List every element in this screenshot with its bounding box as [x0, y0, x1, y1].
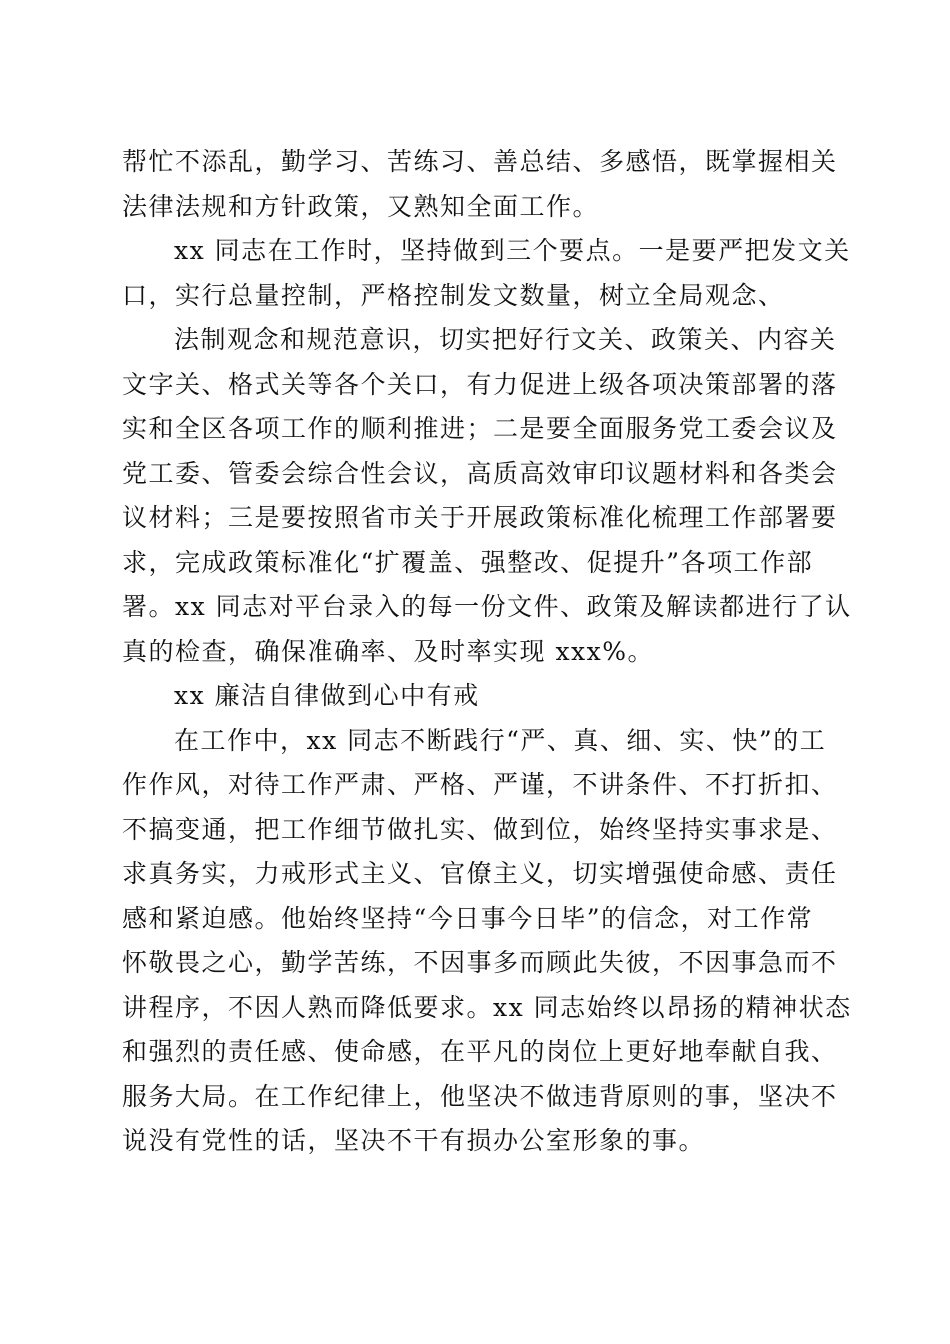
text-line: 真的检查，确保准确率、及时率实现 xxx%。: [122, 636, 655, 666]
text-line: 不搞变通，把工作细节做扎实、做到位，始终坚持实事求是、: [122, 814, 838, 844]
paragraph-continuation: [122, 140, 838, 229]
text-line: 实和全区各项工作的顺利推进；二是要全面服务党工委会议及: [122, 414, 838, 443]
text-line: 署。xx 同志对平台录入的每一份文件、政策及解读都进行了认: [122, 592, 852, 621]
text-line: xx 同志在工作时，坚持做到三个要点。一是要严把发文关: [174, 236, 851, 265]
text-line: 口，实行总量控制，严格控制发文数量，树立全局观念、: [122, 280, 785, 310]
section-heading: [122, 674, 824, 719]
paragraph-legal-concepts: [122, 318, 852, 674]
text-line: 在工作中，xx 同志不断践行“严、真、细、实、快”的工: [174, 725, 827, 755]
text-line: 文字关、格式关等各个关口，有力促进上级各项决策部署的落: [122, 369, 838, 399]
document-body: [122, 140, 852, 1164]
text-line: 帮忙不添乱，勤学习、苦练习、善总结、多感悟，既掌握相关: [122, 147, 838, 176]
text-line: 法律法规和方针政策，又熟知全面工作。: [122, 191, 600, 221]
text-line: 说没有党性的话，坚决不干有损办公室形象的事。: [122, 1126, 706, 1155]
text-line: 求真务实，力戒形式主义、官僚主义，切实增强使命感、责任: [122, 859, 838, 888]
text-line: 党工委、管委会综合性会议，高质高效审印议题材料和各类会: [122, 458, 838, 488]
text-line: 法制观念和规范意识，切实把好行文关、政策关、内容关: [174, 325, 837, 354]
text-line: 和强烈的责任感、使命感，在平凡的岗位上更好地奉献自我、: [122, 1037, 838, 1066]
paragraph-work-style: [122, 719, 852, 1164]
text-line: 讲程序，不因人熟而降低要求。xx 同志始终以昂扬的精神状态: [122, 992, 852, 1022]
text-line: 求，完成政策标准化“扩覆盖、强整改、促提升”各项工作部: [122, 547, 814, 577]
paragraph-three-points: [122, 229, 851, 318]
text-line: 议材料；三是要按照省市关于开展政策标准化梳理工作部署要: [122, 503, 838, 532]
text-line: 服务大局。在工作纪律上，他坚决不做违背原则的事，坚决不: [122, 1081, 838, 1111]
heading-line: xx 廉洁自律做到心中有戒: [174, 681, 480, 710]
text-line: 怀敬畏之心，勤学苦练，不因事多而顾此失彼，不因事急而不: [122, 948, 838, 977]
text-line: 作作风，对待工作严肃、严格、严谨，不讲条件、不打折扣、: [122, 770, 838, 799]
text-line: 感和紧迫感。他始终坚持“今日事今日毕”的信念，对工作常: [122, 903, 814, 933]
